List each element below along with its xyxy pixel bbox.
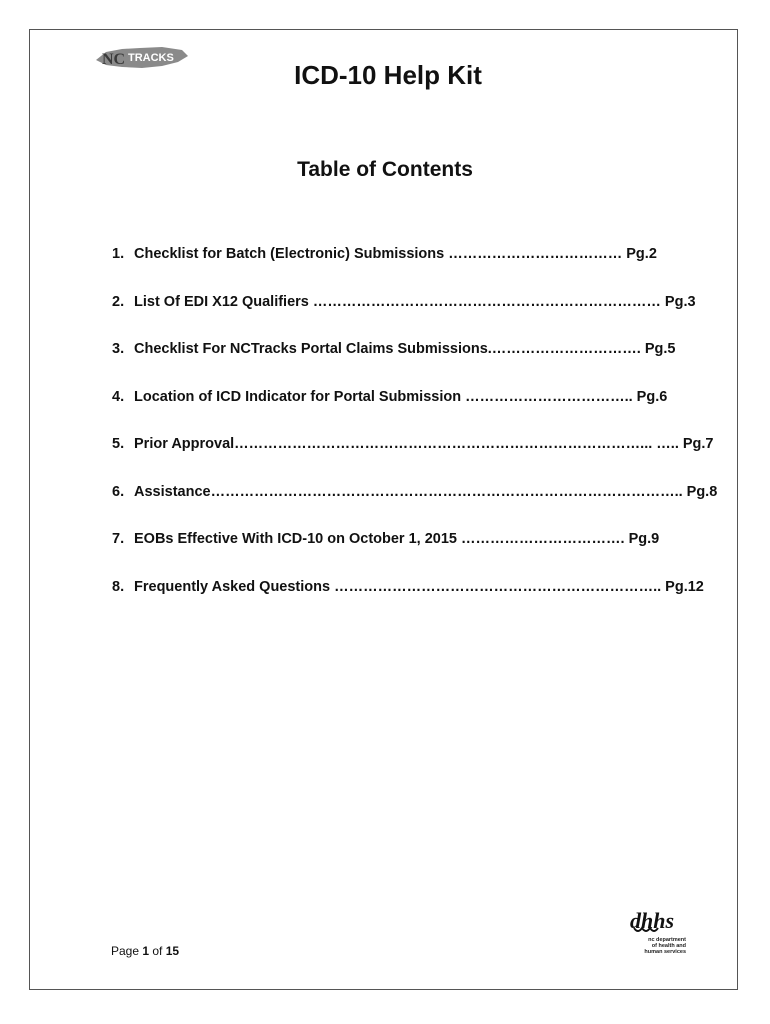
toc-item-portal-checklist[interactable]: 3. Checklist For NCTracks Portal Claims Submissions.…………………………. Pg.5 — [112, 341, 676, 357]
dhhs-department-text: nc department of health and human services — [644, 937, 686, 955]
table-of-contents — [112, 246, 718, 626]
svg-text:NC: NC — [102, 51, 126, 68]
toc-item-faq[interactable]: 8. Frequently Asked Questions ………………………………………………………….. Pg.12 — [112, 578, 704, 595]
toc-item-prior-approval[interactable]: 5. Prior Approval…………………………………………………………………………... ….. Pg.7 — [112, 436, 714, 452]
svg-text:TRACKS: TRACKS — [128, 52, 174, 64]
toc-item-edi-qualifiers[interactable]: 2. List Of EDI X12 Qualifiers ……………………………………………………………… Pg.3 — [112, 293, 696, 310]
toc-heading: Table of Contents — [297, 158, 473, 181]
toc-item-eobs[interactable]: 7. EOBs Effective With ICD-10 on October 1, 2015 ……………………………. Pg.9 — [112, 531, 660, 547]
toc-item-checklist-batch[interactable]: 1. Checklist for Batch (Electronic) Submissions ……………………………… Pg.2 — [112, 246, 657, 262]
toc-item-icd-indicator[interactable]: 4. Location of ICD Indicator for Portal Submission …………………………….. Pg.6 — [112, 388, 668, 405]
svg-text:dhhs: dhhs — [630, 908, 675, 933]
toc-item-assistance[interactable]: 6. Assistance…………………………………………………………………………………….. Pg.8 — [112, 483, 718, 500]
page-number: Page 1 of 15 — [111, 944, 180, 958]
document-title: ICD-10 Help Kit — [294, 60, 482, 90]
